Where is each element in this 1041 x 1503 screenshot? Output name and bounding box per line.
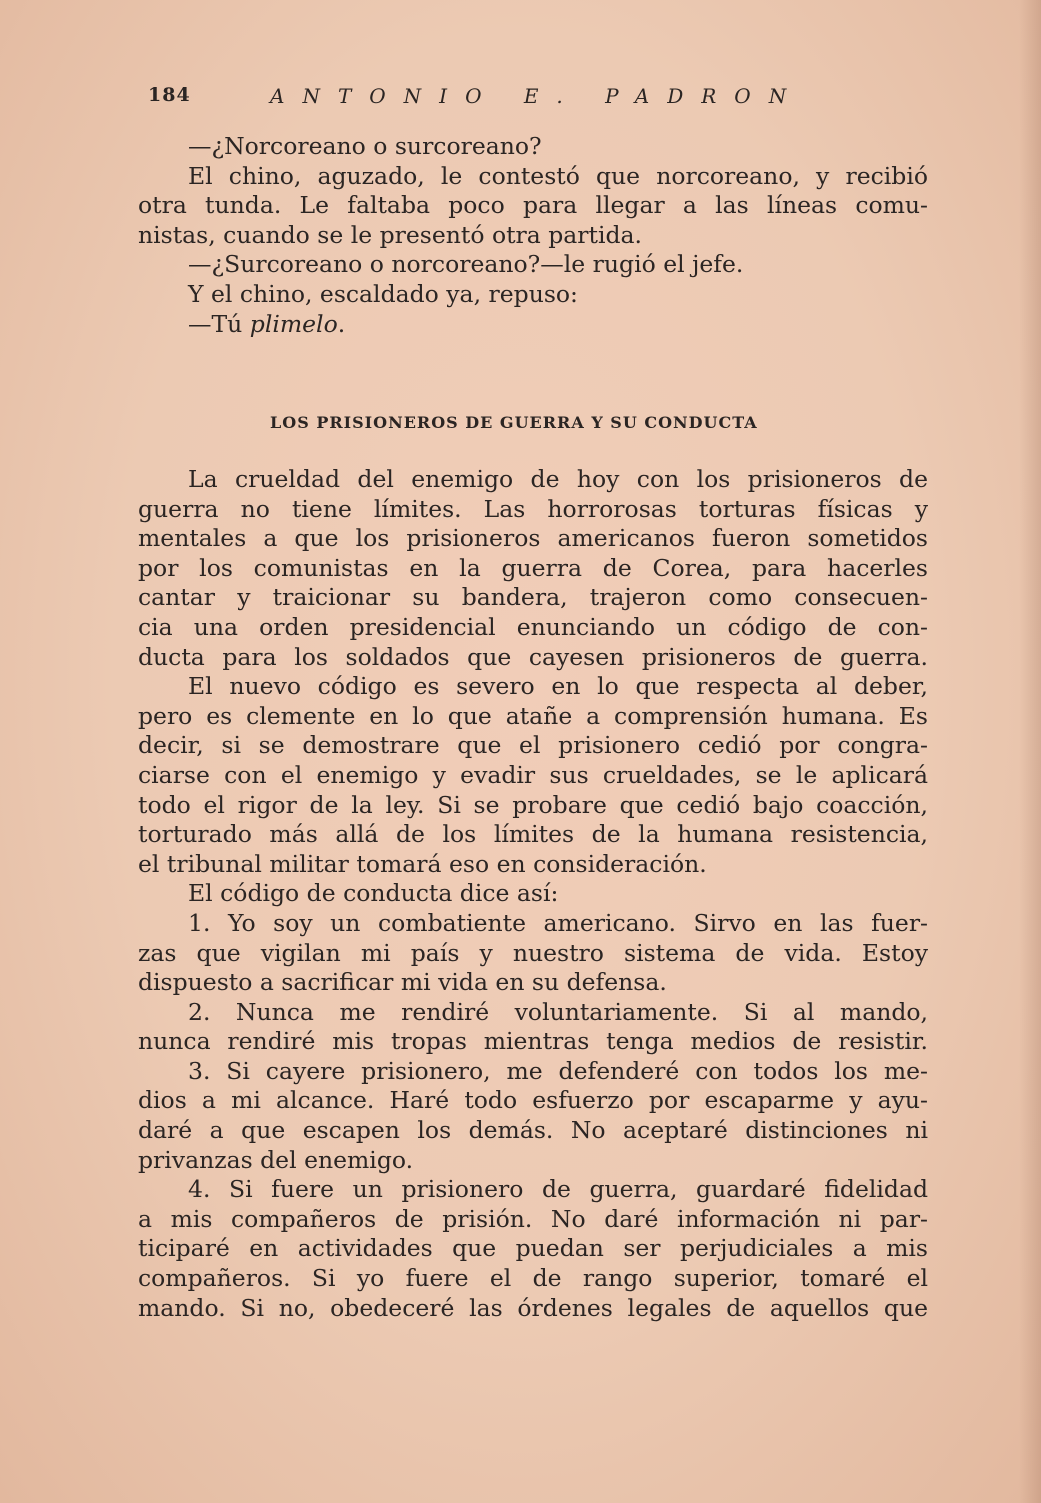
paragraph-line: privanzas del enemigo. [138, 1145, 414, 1174]
paragraph-line: el tribunal militar tomará eso en consideración. [138, 849, 707, 878]
paragraph-line: Y el chino, escaldado ya, repuso: [188, 279, 578, 308]
paragraph-line: La crueldad del enemigo de hoy con los prisioneros de [188, 465, 928, 493]
paragraph-line: nunca rendiré mis tropas mientras tenga medios de resistir. [138, 1027, 928, 1056]
paragraph-line: torturado más allá de los límites de la humana resistencia, [138, 820, 928, 849]
page-header [148, 84, 828, 116]
paragraph-line: por los comunistas en la guerra de Corea, para hacerles [138, 553, 928, 582]
paragraph-line: a mis compañeros de prisión. No daré información ni par- [138, 1204, 928, 1233]
section-title: LOS PRISIONEROS DE GUERRA Y SU CONDUCTA [270, 413, 758, 432]
paragraph-line: cia una orden presidencial enunciando un código de con- [138, 612, 928, 641]
line-prefix: —Tú [188, 309, 250, 338]
paragraph-line: compañeros. Si yo fuere el de rango superior, tomaré el [138, 1264, 928, 1293]
paragraph-line: guerra no tiene límites. Las horrorosas torturas físicas y [138, 494, 928, 523]
paragraph-line: ticiparé en actividades que puedan ser perjudiciales a mis [138, 1234, 928, 1263]
paragraph-line [138, 310, 928, 340]
paragraph-line: mando. Si no, obedeceré las órdenes legales de aquellos que [138, 1293, 928, 1322]
paragraph-line: 4. Si fuere un prisionero de guerra, guardaré fidelidad [188, 1175, 928, 1204]
paragraph-line: todo el rigor de la ley. Si se probare que cedió bajo coacción, [138, 790, 928, 819]
paragraph-line: pero es clemente en lo que atañe a comprensión humana. Es [138, 701, 928, 730]
paragraph-line: otra tunda. Le faltaba poco para llegar a las líneas comu- [138, 191, 928, 220]
paragraph-line: nistas, cuando se le presentó otra partida. [138, 220, 643, 249]
paragraph-line: dios a mi alcance. Haré todo esfuerzo por escaparme y ayu- [138, 1086, 928, 1115]
dialogue-block [138, 132, 928, 339]
paragraph-line: daré a que escapen los demás. No aceptaré distinciones ni [138, 1116, 928, 1145]
paragraph-line: 3. Si cayere prisionero, me defenderé con todos los me- [188, 1056, 928, 1085]
paragraph-line: El chino, aguzado, le contestó que norcoreano, y recibió [188, 161, 928, 190]
paragraph-line: —¿Norcoreano o surcoreano? [188, 132, 542, 160]
paragraph-line: ducta para los soldados que cayesen prisioneros de guerra. [138, 642, 928, 671]
page-number: 184 [148, 84, 191, 106]
paragraph-line: cantar y traicionar su bandera, trajeron como consecuen- [138, 583, 928, 612]
paragraph-line: decir, si se demostrare que el prisionero cedió por congra- [138, 731, 928, 760]
paragraph-line: 2. Nunca me rendiré voluntariamente. Si al mando, [188, 997, 928, 1026]
paragraph-line: ciarse con el enemigo y evadir sus crueldades, se le aplicará [138, 760, 928, 789]
page-edge-shadow [1019, 0, 1041, 1503]
paragraph-line: dispuesto a sacrificar mi vida en su defensa. [138, 968, 667, 997]
paragraph-line: El nuevo código es severo en lo que respecta al deber, [188, 672, 928, 701]
paragraph-line: El código de conducta dice así: [188, 879, 559, 908]
paragraph-line: zas que vigilan mi país y nuestro sistema de vida. Estoy [138, 938, 928, 967]
paragraph-line: —¿Surcoreano o norcoreano?—le rugió el jefe. [188, 250, 744, 279]
line-suffix: . [337, 309, 346, 338]
section-body [138, 465, 928, 1323]
running-head: ANTONIO E. PADRON [270, 84, 805, 108]
paragraph-line: 1. Yo soy un combatiente americano. Sirvo en las fuer- [188, 908, 928, 937]
italic-word: plimelo [249, 309, 338, 338]
paragraph-line: mentales a que los prisioneros americanos fueron sometidos [138, 524, 928, 553]
